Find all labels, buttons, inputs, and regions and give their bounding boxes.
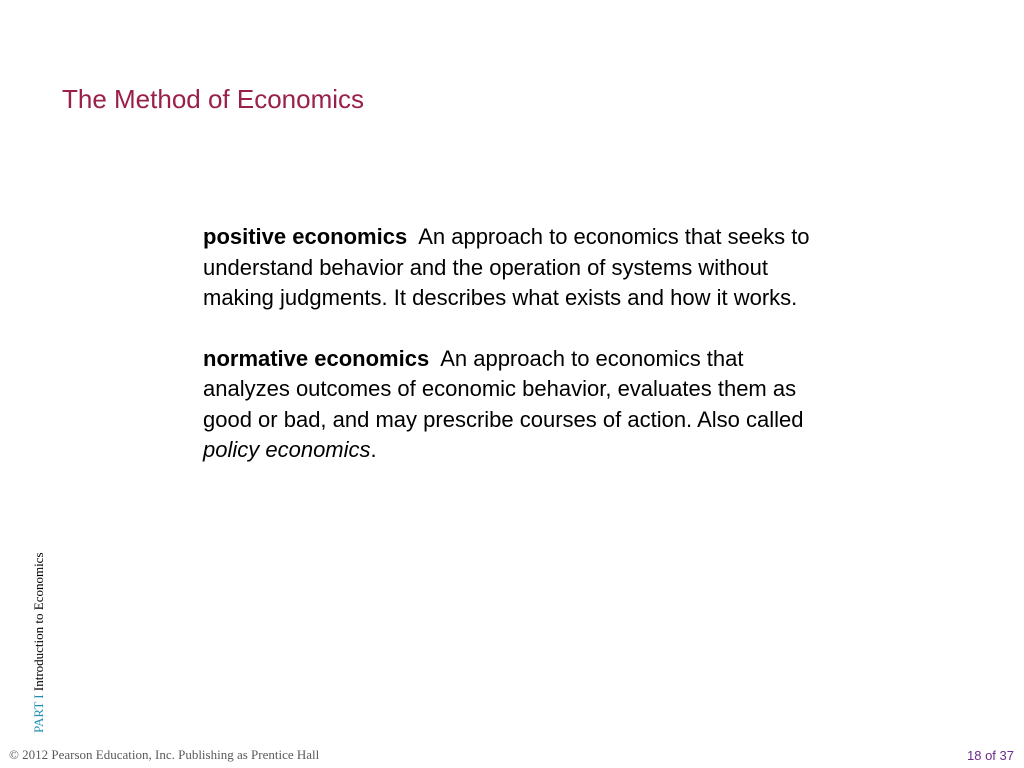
- definition-italic-term: policy economics: [203, 437, 371, 462]
- part-number: I: [31, 694, 46, 699]
- part-title: Introduction to Economics: [31, 552, 46, 692]
- slide-title: The Method of Economics: [62, 84, 365, 114]
- definition-term: normative economics: [203, 345, 430, 371]
- definitions-block: [203, 222, 823, 496]
- definition-text: An approach to economics that seeks to understand behavior and the operation of systems without making judgments. It describes what exists and how it works.: [203, 224, 810, 310]
- part-label: PART: [31, 701, 46, 733]
- page-counter: 18 of 37: [967, 748, 1014, 763]
- part-side-label: [31, 552, 47, 733]
- copyright-notice: © 2012 Pearson Education, Inc. Publishing as Prentice Hall: [9, 747, 320, 762]
- definition-text: An approach to economics that analyzes outcomes of economic behavior, evaluates them as good or bad, and may prescribe courses of action. Also called: [203, 345, 804, 432]
- definition-term: positive economics: [203, 224, 408, 249]
- definition-normative-economics: [203, 344, 823, 466]
- definition-positive-economics: [203, 222, 823, 314]
- definition-end: .: [370, 437, 377, 462]
